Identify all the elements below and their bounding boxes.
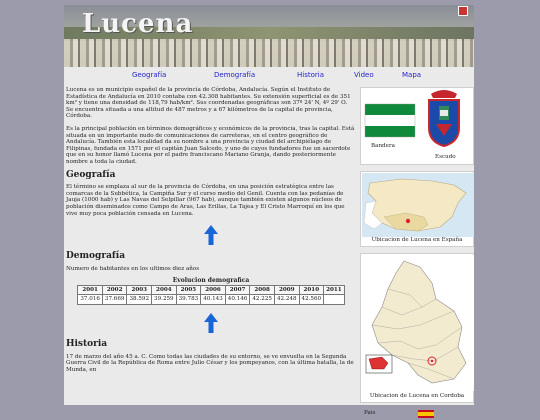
spain-flag-icon [418,410,434,418]
table-cell: 39.259 [152,295,177,305]
demografia-heading: Demografía [66,251,126,262]
header-banner [64,5,474,67]
escudo-coat-of-arms-icon [429,90,459,146]
spain-map-image[interactable] [362,173,474,237]
nav-link-mapa[interactable]: Mapa [402,71,422,79]
table-cell: 37.016 [78,295,103,305]
table-cell: 40.146 [225,295,250,305]
bandera-label: Bandera [371,143,395,149]
main-content [66,87,356,379]
intro-paragraph-2: Es la principal población en términos demográficos y económicos de la provincia, tras la capital. Está situada en un importante nudo de comunicaciones de carreteras, en el centro geográfico de Andalucía. También esta localidad da su nombre a una provincia y ciudad del archipiélago de Filipinas, fundada en 1571 por el capitán Juan Salcedo, y uno de cuyos fundadores fue un sacerdote que en su honor llamó Lucena por el padre franciscano Mariano Granja, dando posteriormente nombre a toda la ciudad. [66,125,355,165]
map-cordoba-caption: Ubicacion de Lucena en Cordoba [369,393,465,399]
banner-town-image [64,39,474,67]
back-to-top-arrow-icon[interactable] [204,313,218,333]
page-title: Lucena [82,9,194,39]
nav-link-demografia[interactable]: Demografía [214,71,256,79]
table-cell: 2010 [299,285,324,295]
table-cell: 42.248 [274,295,299,305]
symbols-card [360,87,474,165]
nav-link-geografia[interactable]: Geografía [132,71,167,79]
table-cell: 39.783 [176,295,201,305]
sidebar [360,87,474,420]
table-cell: 2008 [250,285,275,295]
country-row [360,408,474,420]
table-row-years [78,285,344,295]
nav-link-historia[interactable]: Historia [297,71,324,79]
map-spain-card [360,171,474,247]
nav-bar [64,68,474,84]
historia-heading: Historia [66,339,108,350]
map-spain-caption: Ubicacion de Lucena en España [371,237,463,243]
nav-link-video[interactable]: Video [354,71,374,79]
flag-and-coat [361,88,475,164]
table-cell: 42.225 [250,295,275,305]
escudo-label: Escudo [435,154,456,160]
table-cell: 2009 [274,285,299,295]
table-cell [324,295,345,305]
table-cell: 2007 [225,285,250,295]
page [64,5,474,416]
table-title: Evolucion demografica [172,277,250,285]
demografia-subtitle: Numero de habitantes en los ultimos diez años [66,265,200,272]
table-cell: 2006 [201,285,226,295]
table-cell: 2003 [127,285,152,295]
map-cordoba-card [360,253,474,403]
table-cell: 2005 [176,285,201,295]
table-cell: 38.592 [127,295,152,305]
table-cell: 40.143 [201,295,226,305]
historia-text: 17 de marzo del año 45 a. C. Como todas las ciudades de su entorno, se ve envuelta en la Segunda Guerra Civil de la República de Roma entre Julio César y los pompeyanos, con la última batalla, la de Munda, en [66,353,354,373]
table-cell: 37.669 [102,295,127,305]
table-cell: 2002 [102,285,127,295]
bandera-flag-icon [365,104,415,137]
cordoba-map-image[interactable] [362,255,474,391]
geografia-heading: Geografía [66,169,116,180]
table-cell: 2001 [78,285,103,295]
table-cell: 2004 [152,285,177,295]
pais-label: Pais [364,410,376,416]
intro-paragraph-1: Lucena es un municipio español de la provincia de Córdoba, Andalucía. Según el Instituto de Estadística de Andalucía en 2010 contaba con 42.308 habitantes. Su extensión superficial es de 351 km² y tiene una densidad de 118,79 hab/km². Sus coordenadas geográficas son 37º 24' N, 4º 29' O. Se encuentra situada a una altitud de 487 metros y a 67 kilómetros de la capital de provincia, Córdoba. [66,87,351,120]
flag-icon [458,6,468,16]
geografia-text: El término se emplaza al sur de la provincia de Córdoba, en una posición estratégica entre las comarcas de la Subbética, la Campiña Sur y el curso medio del Genil. Cuenta con las pedanías de Jauja (1000 hab) y Las Navas del Selpillar (967 hab), aunque también existen algunos núcleos de población diseminados como Campo de Aras, Las Erillas, La Tajea y El Cristo Marroquí en los que vive muy poca población censada en Lucena. [66,184,345,217]
table-cell: 42.560 [299,295,324,305]
population-table [77,285,344,305]
table-row-values [78,295,344,305]
table-cell: 2011 [324,285,345,295]
back-to-top-arrow-icon[interactable] [204,225,218,245]
